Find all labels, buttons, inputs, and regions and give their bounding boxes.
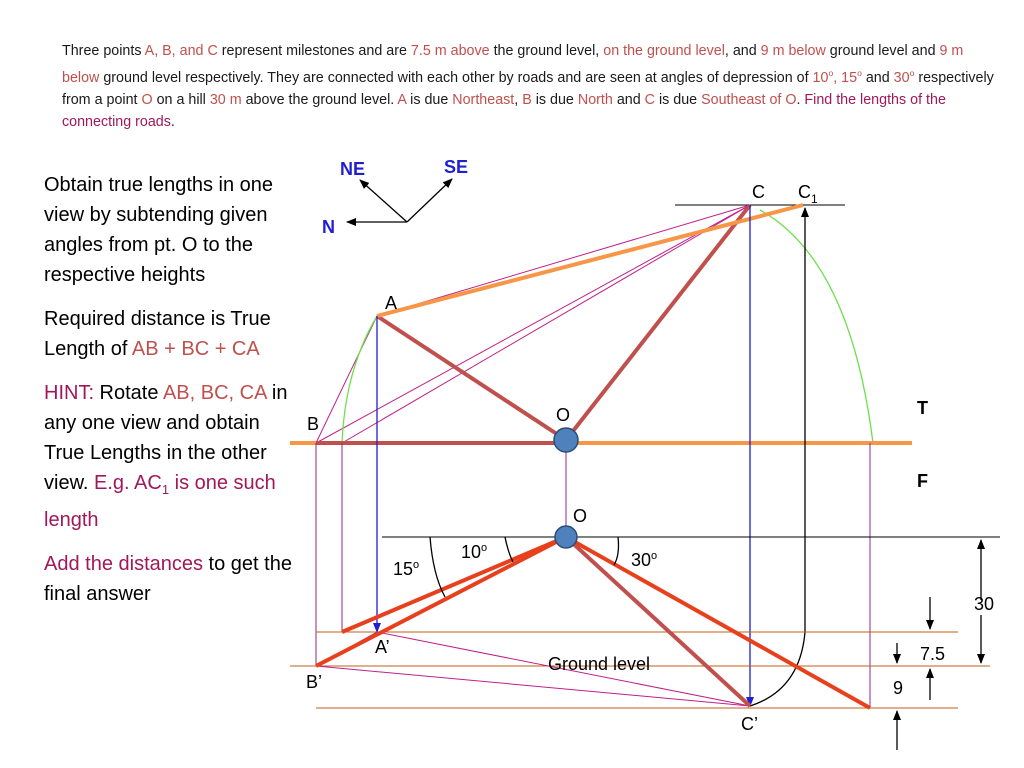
arc-c [760, 210, 873, 443]
line-b-c [316, 205, 750, 443]
instruction-highlight: AB, BC, CA [162, 382, 267, 404]
problem-text: above the ground level. [241, 91, 398, 108]
degree: o [857, 68, 862, 78]
label-o-top: O [556, 405, 571, 425]
problem-text: , [514, 91, 523, 108]
compass-se-label: SE [444, 157, 469, 177]
o-a-top-line [377, 316, 566, 440]
angle-1: 10 [812, 69, 829, 86]
problem-text: represent milestones and are [217, 43, 411, 59]
compass-ne-arrow [360, 180, 407, 222]
label-o-front: O [573, 506, 588, 526]
problem-text: ground level respectively. They are connected with each other by roads and are seen at angles of depression of [99, 69, 813, 86]
angle-3: 30 [893, 69, 910, 86]
height-b: on the ground level [603, 43, 725, 59]
arc-10deg [505, 537, 513, 562]
problem-text: is due [406, 91, 453, 108]
problem-text: the ground level, [489, 43, 604, 59]
example-text: E.g. AC [94, 472, 162, 494]
label-top-view: T [917, 398, 928, 418]
problem-text: is due [654, 91, 702, 108]
point-labels [306, 182, 928, 734]
angle-30-value: 30 [631, 550, 652, 570]
example-text: is one such length [44, 472, 276, 531]
instruction-highlight: Add the distances [44, 553, 203, 575]
example-subscript: 1 [161, 482, 170, 497]
label-front-view: F [917, 471, 928, 491]
hill-height: 30 m [209, 91, 242, 108]
label-a: A [385, 293, 398, 313]
direction-north: North [577, 91, 613, 108]
arc-a [342, 316, 377, 443]
a-c1-true-length [377, 205, 803, 316]
label-a-prime: A’ [375, 637, 390, 657]
problem-text: . [796, 91, 805, 108]
instruction-text: in any one view and obtain True Lengths in the other view. [44, 382, 288, 494]
instruction-text: Required distance is True Length of [44, 308, 271, 360]
angle-2: , 15 [833, 69, 858, 86]
problem-text: , and [724, 43, 761, 59]
point-o-top [554, 428, 578, 452]
angle-10-value: 10 [461, 542, 482, 562]
instruction-text: Obtain true lengths in one view by subtending given angles from pt. O to the respective heights [44, 174, 274, 286]
point-b: B [522, 91, 532, 108]
problem-text: . [170, 113, 175, 130]
compass-ne-label: NE [340, 159, 366, 179]
instruction-text: Rotate [94, 382, 163, 404]
label-c1 [798, 182, 818, 206]
problem-question: Find the lengths of the connecting roads [62, 91, 946, 130]
line-b1-c [342, 205, 750, 443]
o-b-depression-line [316, 537, 566, 666]
o-c-depression-line [566, 537, 870, 708]
degree: o [413, 559, 420, 571]
degree: o [909, 68, 915, 78]
problem-text: and [861, 69, 894, 86]
angle-15-label [393, 559, 419, 579]
problem-text: is due [531, 91, 578, 108]
label-b: B [307, 414, 320, 434]
angle-15-value: 15 [393, 559, 414, 579]
problem-text: and [612, 91, 645, 108]
problem-text: Three points [62, 43, 145, 59]
degree: o [481, 542, 488, 554]
angle-30-label [631, 550, 657, 570]
height-c1: 9 m below [760, 43, 826, 59]
label-c-prime: C’ [741, 714, 758, 734]
instruction-highlight: AB + BC + CA [131, 338, 260, 360]
top-construction-lines [316, 205, 750, 443]
problem-points: A, B, and C [144, 43, 218, 59]
dim-9-label: 9 [893, 678, 904, 698]
hint-label: HINT: [44, 382, 94, 404]
direction-ne: Northeast [452, 91, 515, 108]
height-a: 7.5 m above [410, 43, 490, 59]
label-c1-main: C [798, 182, 811, 202]
problem-text: on a hill [152, 91, 210, 108]
label-b-prime: B’ [306, 672, 323, 692]
degree: o [828, 68, 834, 78]
label-ground-level: Ground level [548, 654, 651, 674]
arc-30deg [614, 537, 619, 565]
line-b-a [316, 316, 377, 443]
dim-75-label: 7.5 [920, 644, 946, 664]
o-a-depression-line [342, 537, 566, 632]
point-o: O [141, 91, 153, 108]
o-c-top-line [566, 205, 750, 440]
compass [322, 157, 468, 237]
dimension-labels [893, 594, 994, 698]
problem-text: ground level and [825, 43, 940, 59]
direction-se: Southeast of O [701, 91, 797, 108]
line-a-c [377, 205, 750, 316]
compass-n-label: N [322, 217, 335, 237]
point-o-front [555, 526, 577, 548]
angle-10-label [461, 542, 487, 562]
instruction-text: to get the final answer [44, 553, 292, 605]
label-c: C [752, 182, 765, 202]
o-c-front-line [566, 537, 750, 706]
dim-30-label: 30 [974, 594, 995, 614]
point-c: C [644, 91, 655, 108]
compass-se-arrow [407, 179, 452, 222]
problem-text: respectively from a point [62, 69, 994, 108]
degree: o [651, 550, 658, 562]
label-c1-sub: 1 [811, 192, 818, 206]
height-c2: 9 m below [62, 43, 964, 86]
point-a: A [397, 91, 407, 108]
line-b-c-front [316, 666, 750, 706]
